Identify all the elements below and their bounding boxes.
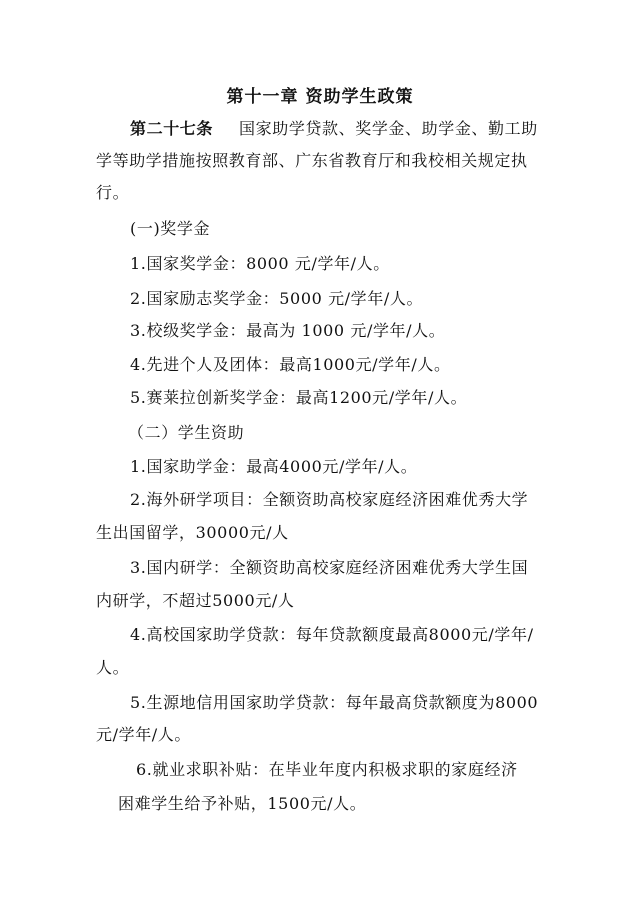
scholarship-item: 4.先进个人及团体：最高1000元/学年/人。 (130, 355, 451, 374)
article-line-2: 学等助学措施按照教育部、广东省教育厅和我校相关规定执 (96, 151, 528, 170)
aid-item-1: 1.国家助学金：最高4000元/学年/人。 (130, 457, 418, 476)
scholarship-item: 5.赛莱拉创新奖学金：最高1200元/学年/人。 (130, 388, 468, 407)
article-line1-text: 国家助学贷款、奖学金、助学金、勤工助 (239, 119, 538, 138)
aid-item-5-line-2: 元/学年/人。 (96, 725, 191, 744)
aid-item-2-line-1: 2.海外研学项目：全额资助高校家庭经济困难优秀大学 (130, 490, 529, 509)
article-first-line (130, 118, 538, 140)
article-label: 第二十七条 (130, 119, 214, 138)
aid-item-6-line-1: 6.就业求职补贴：在毕业年度内积极求职的家庭经济 (136, 760, 518, 779)
aid-item-4-line-2: 人。 (96, 658, 130, 677)
scholarship-item: 2.国家励志奖学金：5000 元/学年/人。 (130, 289, 424, 308)
aid-item-2-line-2: 生出国留学，30000元/人 (96, 523, 289, 542)
section-scholarship-heading: (一)奖学金 (130, 219, 211, 238)
scholarship-item: 1.国家奖学金：8000 元/学年/人。 (130, 254, 390, 273)
chapter-title: 第十一章 资助学生政策 (226, 87, 414, 107)
article-line-3: 行。 (96, 183, 130, 202)
aid-item-5-line-1: 5.生源地信用国家助学贷款：每年最高贷款额度为8000 (130, 693, 539, 712)
aid-item-6-line-2: 困难学生给予补贴，1500元/人。 (118, 794, 367, 813)
aid-item-3-line-1: 3.国内研学：全额资助高校家庭经济困难优秀大学生国 (130, 558, 529, 577)
aid-item-4-line-1: 4.高校国家助学贷款：每年贷款额度最高8000元/学年/ (130, 625, 534, 644)
aid-item-3-line-2: 内研学，不超过5000元/人 (96, 591, 295, 610)
scholarship-item: 3.校级奖学金：最高为 1000 元/学年/人。 (130, 321, 446, 340)
section-aid-heading: （二）学生资助 (128, 423, 245, 442)
